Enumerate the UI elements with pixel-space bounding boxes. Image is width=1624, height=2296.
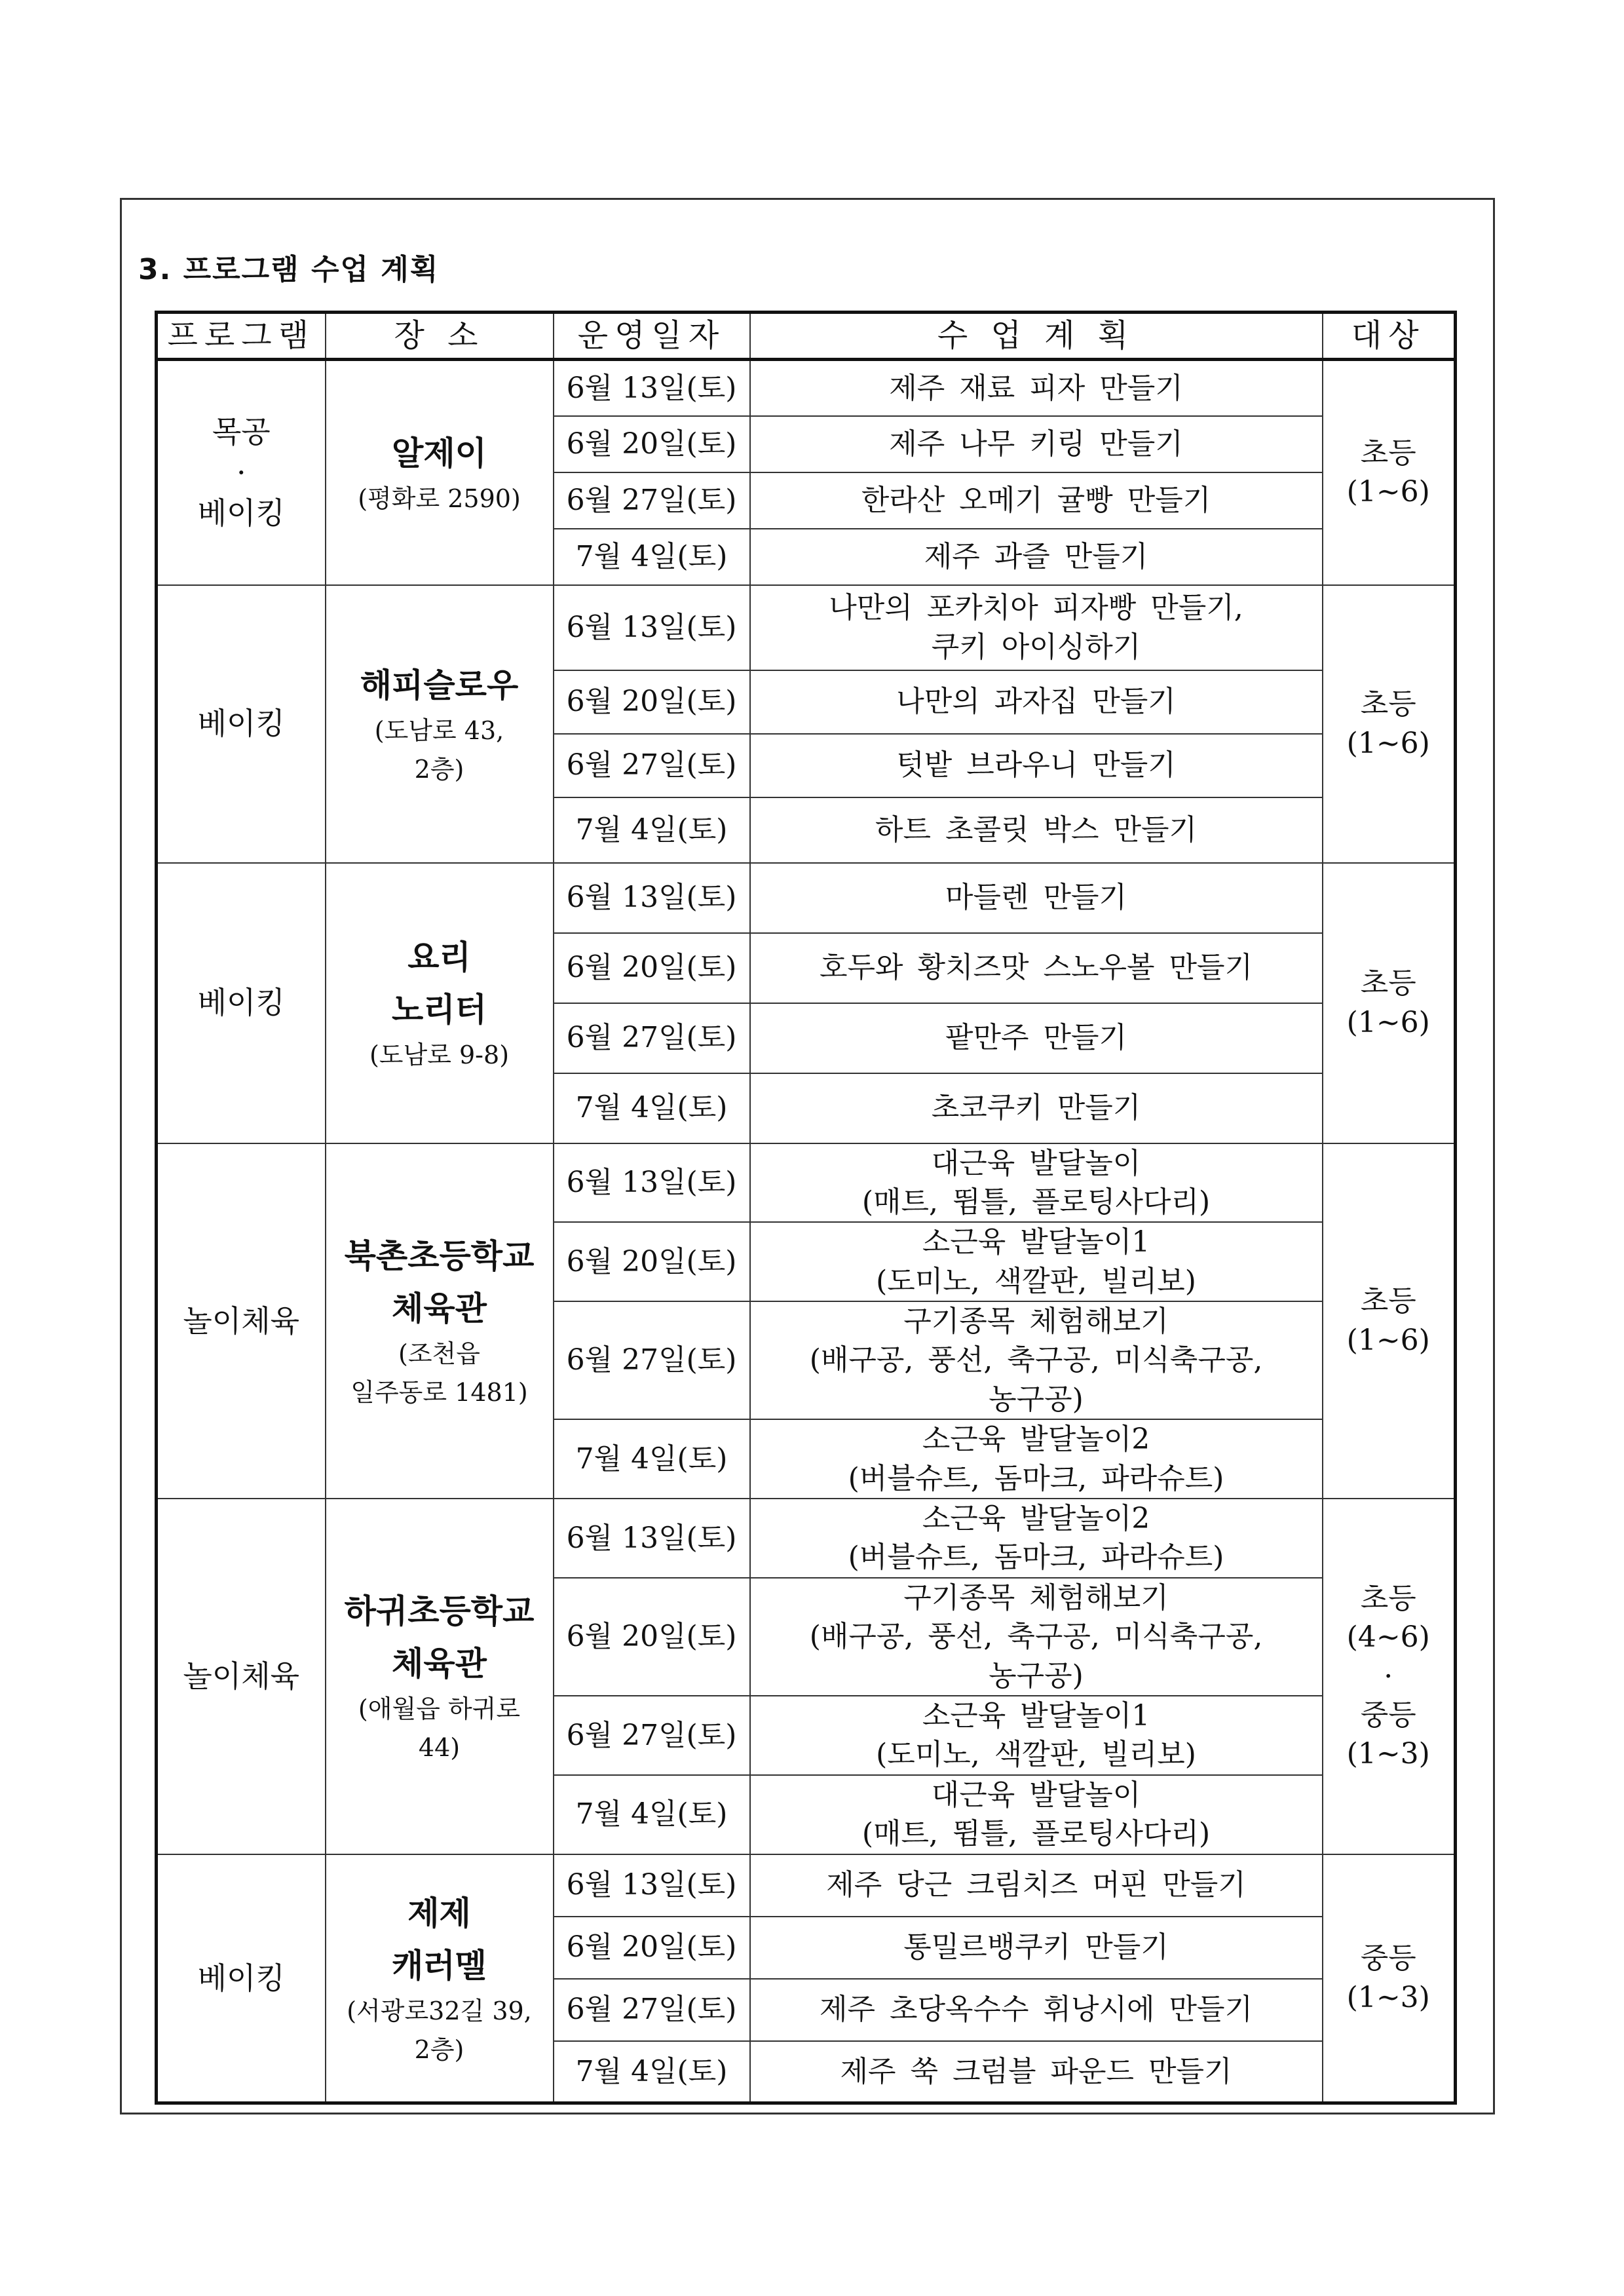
date-cell: 7월 4일(토) [554, 1073, 750, 1143]
text-line: 하귀초등학교 [344, 1592, 535, 1631]
text-line: 초등 [1360, 966, 1416, 1001]
program-cell [157, 1143, 326, 1499]
text-line: 구기종목 체험해보기 [903, 1580, 1169, 1615]
target-cell [1323, 585, 1456, 863]
text-line: 베이킹 [197, 495, 285, 531]
text-line: · [236, 455, 246, 491]
plan-cell [750, 1143, 1323, 1223]
date-cell: 7월 4일(토) [554, 1419, 750, 1499]
date-cell: 6월 20일(토) [554, 933, 750, 1003]
program-cell [157, 585, 326, 863]
place-name [326, 1230, 553, 1335]
place-cell [326, 585, 554, 863]
header-target: 대상 [1323, 313, 1456, 360]
date-cell: 6월 20일(토) [554, 416, 750, 472]
date-cell: 6월 27일(토) [554, 472, 750, 529]
place-cell [326, 360, 554, 585]
text-line: 캐러멜 [392, 1946, 487, 1985]
text-line: 베이킹 [197, 1960, 285, 1996]
place-cell [326, 863, 554, 1143]
place-address [326, 480, 553, 518]
plan-cell [750, 1003, 1323, 1073]
text-line: 초코쿠키 만들기 [931, 1091, 1141, 1125]
header-plan: 수 업 계 획 [750, 313, 1323, 360]
place-address [326, 1992, 553, 2069]
text-line: (도미노, 색깔판, 빌리보) [876, 1264, 1196, 1298]
text-line: 마들렌 만들기 [945, 881, 1127, 915]
plan-cell [750, 1499, 1323, 1578]
text-line: 요리 [407, 938, 471, 977]
text-line: 나만의 과자집 만들기 [896, 685, 1176, 719]
text-line: (4~6) [1346, 1620, 1430, 1655]
text-line: 농구공) [989, 1658, 1084, 1693]
date-cell: 6월 27일(토) [554, 1301, 750, 1419]
place-cell [326, 1143, 554, 1499]
header-program: 프로그램 [157, 313, 326, 360]
target-cell [1323, 863, 1456, 1143]
text-line: (1~6) [1346, 475, 1430, 509]
date-cell: 7월 4일(토) [554, 2041, 750, 2103]
date-cell: 6월 20일(토) [554, 1222, 750, 1301]
text-line: 텃밭 브라우니 만들기 [896, 748, 1176, 782]
text-line: 호두와 황치즈맛 스노우볼 만들기 [819, 951, 1253, 985]
text-line: 노리터 [392, 991, 487, 1029]
place-name [326, 931, 553, 1036]
text-line: 놀이체육 [183, 1303, 300, 1339]
text-line: 소근육 발달놀이2 [922, 1502, 1150, 1536]
plan-cell [750, 472, 1323, 529]
text-line: (1~6) [1346, 1323, 1430, 1357]
plan-cell [750, 670, 1323, 734]
text-line: 베이킹 [197, 985, 285, 1021]
plan-cell [750, 1419, 1323, 1499]
plan-cell [750, 416, 1323, 472]
text-line: 초등 [1360, 1581, 1416, 1615]
program-cell [157, 360, 326, 585]
text-line: 팥만주 만들기 [945, 1021, 1127, 1055]
plan-cell [750, 1073, 1323, 1143]
text-line: 소근육 발달놀이2 [922, 1423, 1150, 1457]
place-address [326, 1335, 553, 1412]
table-row [157, 1499, 1456, 1578]
plan-cell [750, 734, 1323, 797]
text-line: · [1384, 1659, 1393, 1693]
text-line: 농구공) [989, 1382, 1084, 1416]
date-cell: 6월 13일(토) [554, 360, 750, 416]
plan-cell [750, 1854, 1323, 1917]
plan-cell [750, 1696, 1323, 1775]
plan-cell [750, 2041, 1323, 2103]
text-line: (배구공, 풍선, 축구공, 미식축구공, [809, 1620, 1263, 1654]
target-cell [1323, 1143, 1456, 1499]
text-line: 베이킹 [197, 706, 285, 742]
text-line: 제주 초당옥수수 휘낭시에 만들기 [819, 1993, 1253, 2027]
text-line: (도미노, 색깔판, 빌리보) [876, 1738, 1196, 1772]
text-line: 제주 당근 크림치즈 머핀 만들기 [826, 1868, 1246, 1902]
text-line: (배구공, 풍선, 축구공, 미식축구공, [809, 1343, 1263, 1377]
text-line: (매트, 뜀틀, 플로팅사다리) [861, 1185, 1211, 1219]
text-line: 초등 [1360, 687, 1416, 721]
plan-cell [750, 529, 1323, 585]
date-cell: 6월 27일(토) [554, 734, 750, 797]
plan-cell [750, 933, 1323, 1003]
place-address [326, 712, 553, 789]
text-line: 나만의 포카치아 피자빵 만들기, [829, 591, 1243, 625]
text-line: 일주동로 1481) [350, 1377, 528, 1407]
date-cell: 6월 20일(토) [554, 1578, 750, 1696]
text-line: (매트, 뜀틀, 플로팅사다리) [861, 1817, 1211, 1851]
text-line: 44) [418, 1733, 461, 1763]
text-line: 구기종목 체험해보기 [903, 1305, 1169, 1339]
text-line: (1~6) [1346, 1005, 1430, 1039]
table-row [157, 360, 1456, 416]
plan-cell [750, 585, 1323, 670]
date-cell: 6월 13일(토) [554, 1854, 750, 1917]
place-name [326, 1887, 553, 1992]
place-name [326, 1585, 553, 1690]
text-line: 체육관 [392, 1645, 487, 1683]
text-line: (조천읍 [398, 1339, 480, 1368]
text-line: 소근육 발달놀이1 [922, 1698, 1150, 1732]
table-body [157, 360, 1456, 2103]
text-line: (1~6) [1346, 726, 1430, 760]
date-cell: 6월 13일(토) [554, 1143, 750, 1223]
text-line: 초등 [1360, 436, 1416, 470]
text-line: 대근육 발달놀이 [931, 1146, 1141, 1180]
text-line: 체육관 [392, 1289, 487, 1328]
text-line: (1~3) [1346, 1980, 1430, 2014]
place-name [326, 659, 553, 712]
text-line: (버블슈트, 돔마크, 파라슈트) [848, 1461, 1224, 1495]
text-line: 중등 [1360, 1698, 1416, 1732]
place-cell [326, 1499, 554, 1854]
text-line: 놀이체육 [183, 1658, 300, 1694]
plan-cell [750, 797, 1323, 863]
date-cell: 6월 27일(토) [554, 1979, 750, 2041]
text-line: 목공 [212, 414, 271, 450]
date-cell: 6월 27일(토) [554, 1696, 750, 1775]
text-line: 제주 과즐 만들기 [924, 539, 1148, 573]
plan-cell [750, 1222, 1323, 1301]
text-line: 해피슬로우 [360, 666, 519, 704]
program-cell [157, 863, 326, 1143]
text-line: 한라산 오메기 귤빵 만들기 [861, 483, 1211, 517]
plan-cell [750, 1775, 1323, 1854]
plan-cell [750, 1979, 1323, 2041]
text-line: (버블슈트, 돔마크, 파라슈트) [848, 1540, 1224, 1575]
plan-cell [750, 1578, 1323, 1696]
program-plan-table [155, 311, 1457, 2105]
text-line: 통밀르뱅쿠키 만들기 [903, 1930, 1169, 1964]
plan-cell [750, 1917, 1323, 1979]
date-cell: 7월 4일(토) [554, 797, 750, 863]
text-line: 제주 쑥 크럼블 파운드 만들기 [840, 2054, 1232, 2088]
text-line: (애월읍 하귀로 [358, 1694, 521, 1724]
date-cell: 7월 4일(토) [554, 529, 750, 585]
table-row [157, 585, 1456, 670]
text-line: 2층) [414, 754, 464, 784]
table-header-row [157, 313, 1456, 360]
date-cell: 6월 13일(토) [554, 585, 750, 670]
header-place: 장 소 [326, 313, 554, 360]
place-cell [326, 1854, 554, 2103]
plan-cell [750, 360, 1323, 416]
target-cell [1323, 1499, 1456, 1854]
place-address [326, 1690, 553, 1767]
program-cell [157, 1499, 326, 1854]
place-address [326, 1036, 553, 1075]
place-name [326, 427, 553, 480]
text-line: 제제 [407, 1894, 471, 1932]
text-line: 알제이 [392, 434, 487, 472]
target-cell [1323, 360, 1456, 585]
text-line: (1~3) [1346, 1737, 1430, 1771]
plan-cell [750, 863, 1323, 933]
text-line: 대근육 발달놀이 [931, 1778, 1141, 1812]
date-cell: 6월 20일(토) [554, 670, 750, 734]
date-cell: 7월 4일(토) [554, 1775, 750, 1854]
date-cell: 6월 13일(토) [554, 1499, 750, 1578]
text-line: (도남로 43, [374, 716, 504, 745]
text-line: 북촌초등학교 [344, 1236, 535, 1275]
text-line: 중등 [1360, 1942, 1416, 1976]
text-line: 쿠키 아이싱하기 [931, 630, 1141, 664]
text-line: 2층) [414, 2035, 464, 2064]
text-line: 초등 [1360, 1284, 1416, 1318]
target-cell [1323, 1854, 1456, 2103]
plan-cell [750, 1301, 1323, 1419]
table-row [157, 1143, 1456, 1223]
text-line: (도남로 9-8) [369, 1041, 510, 1070]
text-line: 소근육 발달놀이1 [922, 1225, 1150, 1259]
header-date: 운영일자 [554, 313, 750, 360]
text-line: (서광로32길 39, [347, 1996, 532, 2025]
date-cell: 6월 13일(토) [554, 863, 750, 933]
program-cell [157, 1854, 326, 2103]
text-line: (평화로 2590) [358, 484, 521, 513]
table-row [157, 863, 1456, 933]
date-cell: 6월 27일(토) [554, 1003, 750, 1073]
text-line: 제주 재료 피자 만들기 [889, 371, 1183, 405]
section-title: 3. 프로그램 수업 계획 [138, 253, 440, 286]
table-row [157, 1854, 1456, 1917]
text-line: 하트 초콜릿 박스 만들기 [875, 813, 1197, 847]
date-cell: 6월 20일(토) [554, 1917, 750, 1979]
text-line: 제주 나무 키링 만들기 [889, 427, 1183, 461]
